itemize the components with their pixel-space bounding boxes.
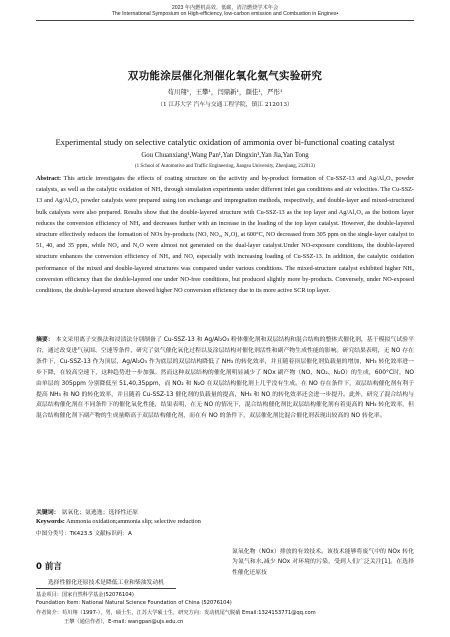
keywords-en bbox=[36, 518, 414, 525]
abstract-cn-text: 本文采用离子交换法和浸渍法分别制备了 Cu-SSZ-13 和 Ag/Al₂O₃ 粉体催化剂和双层结构和混合结构的整体式催化剂，基于模拟气试验平台，通过改变进气氛围、空速等条件，研究了氨气催化氧化过程以及涂层结构对催化剂活性和副产物生成性能的影响。研究结果表明，无 NO 存在条件下，Cu-SSZ-13 作为顶层，Ag/Al₂O₃ 作为底层的双层结构降低了 NH₃ 的转化效率，并且随着顶层催化剂负载量的增加，NH₃ 转化效率进一步下降，在较高空速下，这种趋势进一步加强。然而这种双层结构的催化剂明显减少了 NOx 副产物（NO、NO₂、N₂O）的生成，600°C时，NO 由单层的 305ppm 分别降低至 51,40,35ppm，而 NO₂ 和 N₂O 在双层结构催化剂上几乎没有生成。在 NO 存在条件下，双层结构催化剂有利于提高 NH₃ 和 NO 的转化效率，并且随着 Cu-SSZ-13 催化剂的负载量的提高，NH₃ 和 NO 的转化效率还会进一步提升。此外，研究了混合结构与双层结构催化剂在不同条件下的催化氧化性能，结果表明，在无 NO 的情况下，混合结构催化剂比双层结构催化剂有着更高的 NH₃ 转化效率，但混合结构催化剂下副产物的生成量略高于双层结构催化剂，而在有 NO 的条件下，双层催化剂比混合催化剂表现出较高的 NO 转化率。 bbox=[36, 337, 415, 420]
keywords-en-label: Keywords: bbox=[36, 518, 65, 525]
keywords-en-text: Ammonia oxidation;ammonia slip; selective reduction bbox=[66, 518, 201, 525]
keywords-cn-text: 氨氧化；氨逃逸；选择性还原 bbox=[61, 510, 139, 516]
footnote-fund-cn: 基金项目：国家自然科学基金(52076104) bbox=[36, 592, 134, 598]
classification-number: 中图分类号：TK423.5 文献标识码：A bbox=[36, 531, 132, 537]
intro-left-column: 选择性催化还原技术是降低工业和柴油发动机 bbox=[48, 580, 164, 586]
authors-cn: 苟川翔¹，王攀¹，闫鼎新¹，颜佳¹，严彤¹ bbox=[167, 88, 283, 96]
abstract-en bbox=[36, 173, 414, 296]
authors-en: Gou Chuanxiang¹,Wang Pan¹,Yan Dingxin¹,Yan Jia,Yan Tong bbox=[141, 152, 309, 159]
footnote-author-2: 王攀（通信作者），E-mail: wangpan@ujs.edu.cn bbox=[64, 619, 184, 625]
section-heading: 0 前言 bbox=[36, 562, 62, 572]
abstract-cn bbox=[36, 335, 414, 422]
abstract-en-label: Abstract: bbox=[36, 175, 62, 182]
abstract-en-text: This article investigates the effects of coating structure on the activity and by-product formation of Cu-SSZ-13 and Ag/Al₂O₃ powder catalysts, as well as the catalytic oxidation of NH₃ through simulation experiments under different inlet gas conditions and air velocities. The Cu-SSZ-13 and Ag/Al₂O₃ powder catalysts were prepared using ion exchange and impregnation methods, respectively, and double-layer and mixed-structured bulk catalysts were also prepared. Results show that the double-layered structure with Cu-SSZ-13 as the top layer and Ag/Al₂O₃ as the bottom layer reduces the conversion efficiency of NH₃ and decreases further with an increase in the loading of the top layer catalyst. However, the double-layered structure effectively reduces the formation of NOx by-products (NO, NO₂, N₂O), at 600°C, NO decreased from 305 ppm on the single-layer catalyst to 51, 40, and 35 ppm, while NO₂ and N₂O were almost not generated on the dual-layer catalyst.Under NO-exposure conditions, the double-layered structure enhances the conversion efficiency of NH₃ and NO, especially with increasing loading of Cu-SSZ-13. In addition, the catalytic oxidation performance of the mixed and double-layered structures was compared under various conditions. The mixed-structure catalyst exhibited higher NH₃ conversion efficiency than the double-layered one under NO-free conditions, but produced slightly more by-products. Conversely, under NO-exposed conditions, the double-layered structure showed higher NO conversion efficiency due to its more active SCR top layer. bbox=[36, 175, 415, 295]
footnote-rule bbox=[36, 588, 176, 589]
paper-title-en: Experimental study on selective catalytic oxidation of ammonia over bi-functional coating catalyst bbox=[55, 137, 395, 147]
abstract-cn-label: 摘要： bbox=[36, 337, 54, 343]
footnote-author-1: 作者简介：苟川翔（1997-），男，硕士生，江苏大学硕士生，研究方向：发动机尾气脱硝 Email:1324153771@qq.com bbox=[36, 610, 316, 616]
keywords-cn-label: 关键词： bbox=[36, 510, 60, 516]
conference-header-en: The International Symposium on High-efficiency, low-carbon emission and Combustion in Engines• bbox=[111, 11, 339, 17]
header-rule bbox=[36, 20, 414, 21]
keywords-cn bbox=[36, 507, 414, 516]
affiliation-en: (1 School of Automotive and Traffic Engineering, Jiangsu University, Zhenjiang, 212013) bbox=[135, 164, 315, 169]
affiliation-cn: （1 江苏大学 汽车与交通工程学院，镇江 212013） bbox=[157, 102, 293, 108]
paper-title-cn: 双功能涂层催化剂催化氧化氨气实验研究 bbox=[127, 70, 323, 82]
footnote-fund-en: Foundation Item: National Natural Science Foundation of China (52076104) bbox=[36, 600, 232, 606]
conference-header-cn: 2023 年内燃机高效、低碳、清洁燃烧学术年会 bbox=[171, 5, 279, 11]
intro-right-column: 氮氧化物（NOx）排放的有效技术。该技术能够将废气中的 NOx 转化为氮气和水,减少 NOx 对环境的污染，受到人们广泛关注[1]。在选择性催化还原技 bbox=[232, 549, 414, 576]
